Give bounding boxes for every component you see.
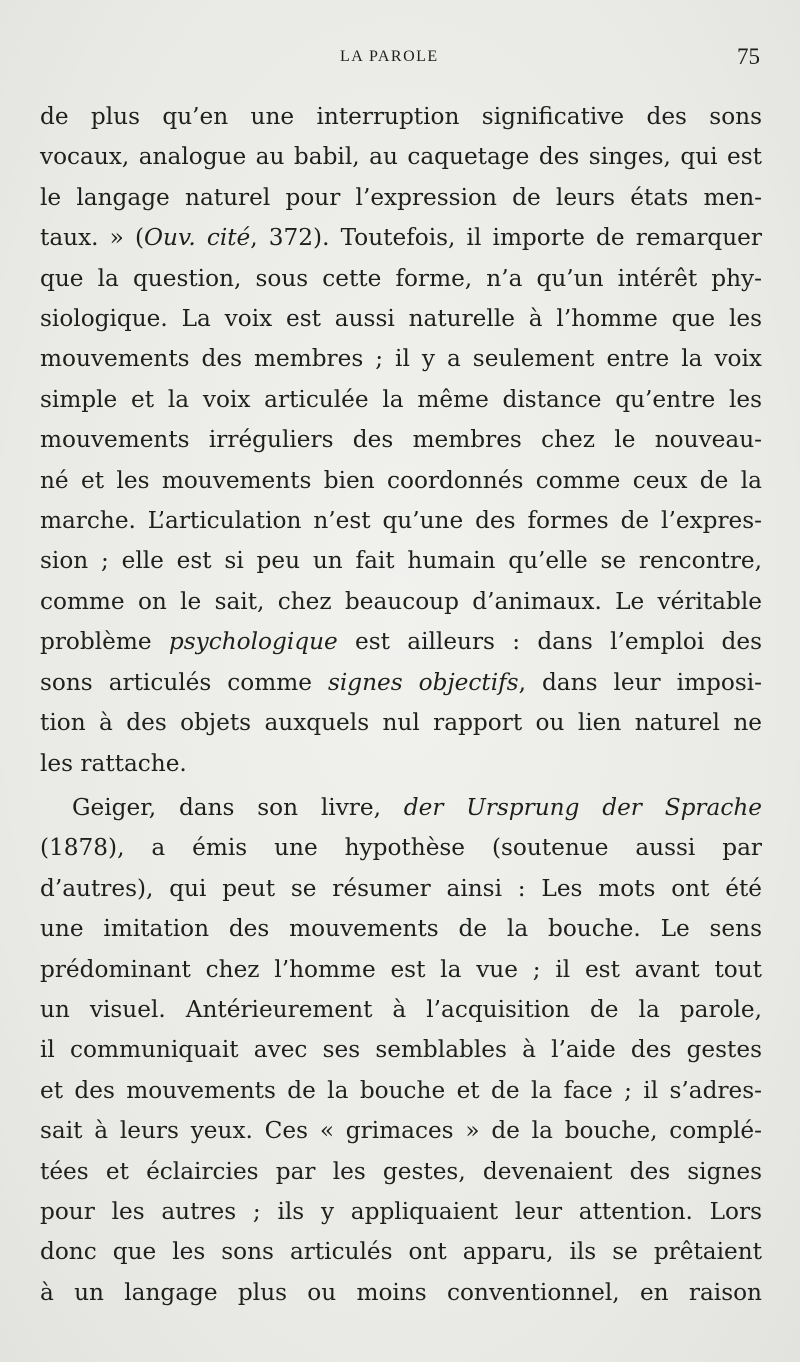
text-line: les rattache. — [40, 749, 187, 777]
text-fragment: taux. » ( — [40, 224, 145, 252]
paragraph-2 — [40, 788, 762, 1313]
text-fragment: est ailleurs : dans l’emploi des — [337, 628, 762, 656]
text-line: une imitation des mouvements de la bouche. Le sens — [40, 915, 762, 943]
text-line: pour les autres ; ils y appliquaient leur attention. Lors — [40, 1197, 762, 1225]
text-line: un visuel. Antérieurement à l’acquisition de la parole, — [40, 995, 762, 1023]
text-line: mouvements irréguliers des membres chez le nouveau- — [40, 426, 762, 454]
page-number: 75 — [737, 44, 760, 69]
text-line — [40, 663, 762, 703]
text-line — [40, 788, 762, 828]
text-fragment: , dans leur imposi- — [518, 668, 762, 696]
text-line: marche. L’articulation n’est qu’une des formes de l’expres- — [40, 507, 762, 535]
paragraph-1 — [40, 97, 762, 784]
text-line: d’autres), qui peut se résumer ainsi : Les mots ont été — [40, 874, 762, 902]
text-line: né et les mouvements bien coordonnés comme ceux de la — [40, 466, 762, 494]
text-line: mouvements des membres ; il y a seulement entre la voix — [40, 345, 762, 373]
text-line: vocaux, analogue au babil, au caquetage des singes, qui est — [40, 143, 762, 171]
italic-book-title: der Ursprung der Sprache — [403, 793, 762, 821]
body-text — [40, 97, 762, 1313]
text-line: le langage naturel pour l’expression de leurs états men- — [40, 183, 762, 211]
running-title: LA PAROLE — [340, 48, 439, 65]
text-line: donc que les sons articulés ont apparu, ils se prêtaient — [40, 1238, 762, 1266]
text-line: et des mouvements de la bouche et de la face ; il s’adres- — [40, 1076, 762, 1104]
text-line: de plus qu’en une interruption significative des sons — [40, 103, 762, 130]
text-line: sait à leurs yeux. Ces « grimaces » de la bouche, complé- — [40, 1117, 762, 1145]
text-line: (1878), a émis une hypothèse (soutenue aussi par — [40, 834, 762, 862]
italic-term: psychologique — [168, 628, 338, 656]
text-line: comme on le sait, chez beaucoup d’animaux. Le véritable — [40, 587, 762, 615]
text-fragment: sons articulés comme — [40, 668, 328, 696]
text-line: prédominant chez l’homme est la vue ; il est avant tout — [40, 955, 762, 983]
text-line: tées et éclaircies par les gestes, devenaient des signes — [40, 1157, 762, 1185]
italic-citation: Ouv. cité — [144, 224, 251, 252]
text-line: il communiquait avec ses semblables à l’aide des gestes — [40, 1036, 762, 1064]
text-line: siologique. La voix est aussi naturelle à l’homme que les — [40, 305, 762, 333]
text-line: tion à des objets auxquels nul rapport ou lien naturel ne — [40, 709, 762, 737]
text-line: à un langage plus ou moins conventionnel, en raison — [40, 1278, 762, 1306]
text-fragment: Geiger, dans son livre, — [72, 793, 404, 821]
text-fragment: problème — [40, 628, 169, 656]
text-line — [40, 622, 762, 662]
text-fragment: , 372). Toutefois, il importe de remarquer — [250, 224, 762, 252]
text-line: simple et la voix articulée la même distance qu’entre les — [40, 385, 762, 413]
italic-term: signes objectifs — [327, 668, 519, 696]
text-line — [40, 218, 762, 258]
text-line: que la question, sous cette forme, n’a qu’un intérêt phy- — [40, 264, 762, 292]
running-head — [0, 44, 800, 72]
text-line: sion ; elle est si peu un fait humain qu’elle se rencontre, — [40, 547, 762, 575]
